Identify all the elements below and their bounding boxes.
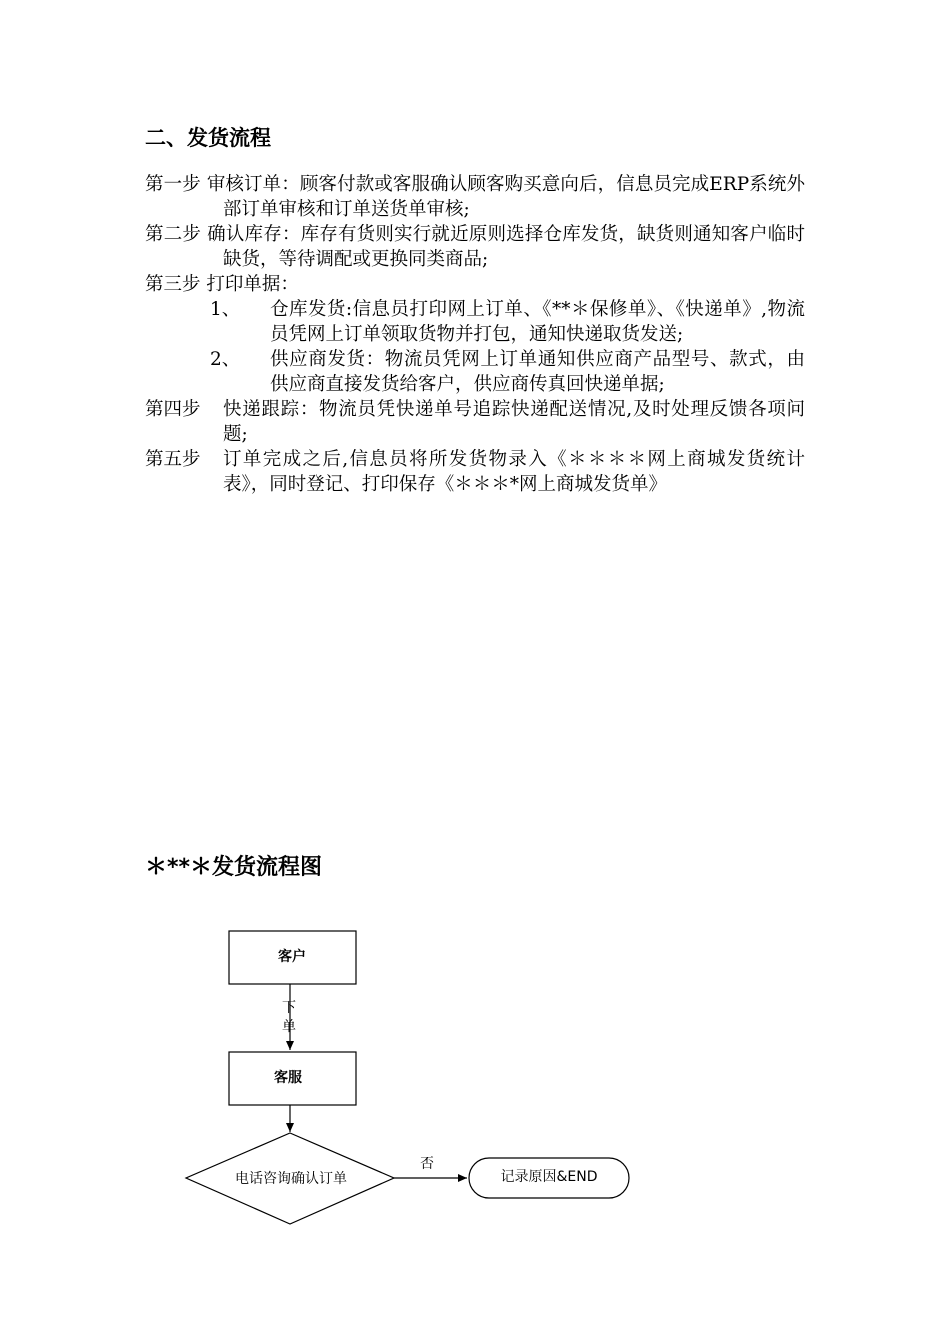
step-label: 第四步 [145, 399, 201, 420]
step-label: 第三步 [145, 274, 201, 295]
node-end-label: 记录原因&END [500, 1169, 598, 1185]
substep-number: 2、 [210, 349, 241, 370]
node-confirm-label: 电话咨询确认订单 [235, 1171, 347, 1187]
step-label: 第五步 [145, 449, 201, 470]
edge-order-label-1: 下 [282, 1000, 296, 1016]
step-text: 快递跟踪：物流员凭快递单号追踪快递配送情况,及时处理反馈各项问题; [223, 399, 805, 445]
step-label: 第一步 [145, 174, 201, 195]
substep-text: 供应商发货：物流员凭网上订单通知供应商产品型号、款式，由供应商直接发货给客户，供应商传真回快递单据; [270, 349, 805, 395]
step-text: 确认库存：库存有货则实行就近原则选择仓库发货，缺货则通知客户临时缺货，等待调配或更换同类商品; [207, 224, 805, 270]
edge-order-label-2: 单 [282, 1019, 296, 1035]
step-text: 订单完成之后,信息员将所发货物录入《＊＊＊＊网上商城发货统计表》，同时登记、打印保存《＊＊＊*网上商城发货单》 [223, 449, 805, 495]
substep-number: 1、 [210, 299, 241, 320]
edge-no-label: 否 [420, 1156, 434, 1172]
step-text: 打印单据： [206, 274, 299, 295]
node-customer-label: 客户 [278, 949, 306, 965]
substep-text: 仓库发货:信息员打印网上订单、《**＊保修单》、《快递单》,物流员凭网上订单领取货物并打包，通知快递取货发送; [270, 299, 805, 345]
section-title: 二、发货流程 [145, 126, 271, 150]
node-service-label: 客服 [274, 1070, 302, 1086]
flowchart-title: ＊**＊发货流程图 [145, 855, 323, 880]
step-text: 审核订单：顾客付款或客服确认顾客购买意向后，信息员完成ERP系统外部订单审核和订单送货单审核; [206, 174, 805, 220]
step-label: 第二步 [145, 224, 202, 245]
